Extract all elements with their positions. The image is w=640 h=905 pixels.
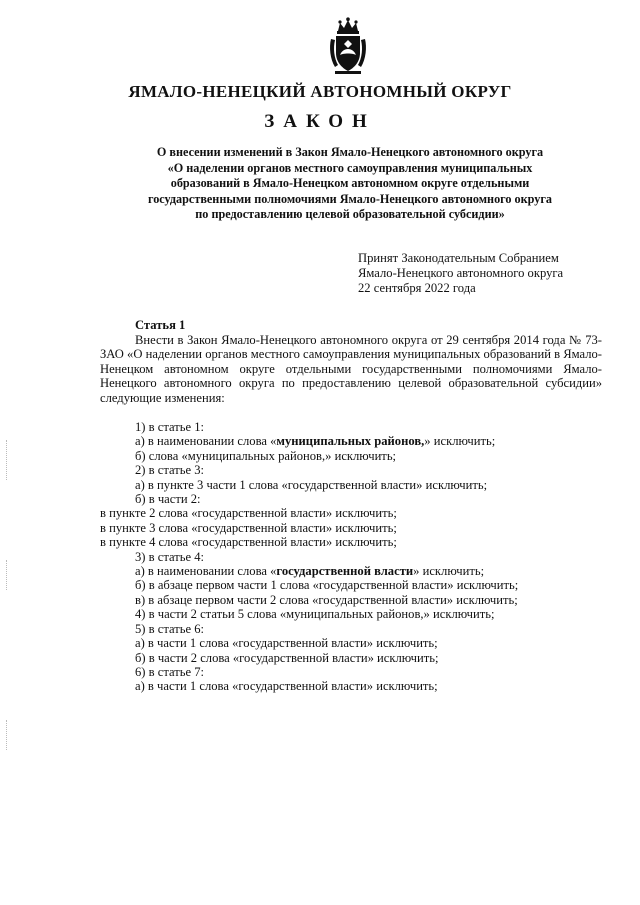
amendment-text: б) в абзаце первом части 1 слова «государственной власти» исключить; xyxy=(135,578,519,593)
amendment-text: в пункте 2 слова «государственной власти» исключить; xyxy=(100,506,397,521)
amendment-text: 6) в статье 7: xyxy=(135,664,205,679)
amendment-text: » исключить; xyxy=(424,434,496,449)
amendment-item xyxy=(100,420,610,434)
adoption-line: Принят Законодательным Собранием xyxy=(358,251,559,265)
amendment-item xyxy=(100,593,610,607)
amendment-list xyxy=(100,420,610,694)
amendment-text: б) в части 2: xyxy=(135,492,201,507)
amendment-text: а) в части 1 слова «государственной власти» исключить; xyxy=(135,679,438,694)
amendment-item xyxy=(100,578,610,592)
coat-of-arms-icon xyxy=(327,17,369,77)
amendment-item xyxy=(100,564,610,578)
amendment-item xyxy=(100,521,610,535)
amendment-item xyxy=(100,463,610,477)
amendment-text: в пункте 3 слова «государственной власти» исключить; xyxy=(100,520,397,535)
amendment-item xyxy=(100,449,610,463)
amendment-item xyxy=(100,622,610,636)
amendment-item xyxy=(100,550,610,564)
amendment-text: а) в наименовании слова « xyxy=(135,564,277,579)
subject-line: «О наделении органов местного самоуправления муниципальных xyxy=(167,160,533,175)
amendment-item xyxy=(100,679,610,693)
amendment-item xyxy=(100,434,610,448)
amendment-text: » исключить; xyxy=(413,564,485,579)
adoption-note xyxy=(358,251,628,296)
amendment-item xyxy=(100,665,610,679)
amendment-text: а) в части 1 слова «государственной власти» исключить; xyxy=(135,636,438,651)
amendment-text: в пункте 4 слова «государственной власти» исключить; xyxy=(100,535,397,550)
amendment-text: а) в наименовании слова « xyxy=(135,434,277,449)
amendment-text: 3) в статье 4: xyxy=(135,549,205,564)
amendment-text: б) в части 2 слова «государственной власти» исключить; xyxy=(135,650,439,665)
amendment-text: 5) в статье 6: xyxy=(135,621,205,636)
amendment-item xyxy=(100,535,610,549)
amendment-text: а) в пункте 3 части 1 слова «государственной власти» исключить; xyxy=(135,477,488,492)
subject-line: образований в Ямало-Ненецком автономном округе отдельными xyxy=(170,176,530,190)
scan-margin-mark xyxy=(6,440,9,480)
region-title: ЯМАЛО-НЕНЕЦКИЙ АВТОНОМНЫЙ ОКРУГ xyxy=(128,82,512,101)
amendment-text: б) слова «муниципальных районов,» исключить; xyxy=(135,448,397,463)
adoption-date: 22 сентября 2022 года xyxy=(358,281,476,295)
amendment-item xyxy=(100,478,610,492)
law-heading: ЗАКОН xyxy=(264,111,376,132)
amendment-text: 4) в части 2 статьи 5 слова «муниципальных районов,» исключить; xyxy=(135,607,495,622)
article-title: Статья 1 xyxy=(135,318,186,332)
adoption-line: Ямало-Ненецкого автономного округа xyxy=(358,266,564,280)
subject-line: О внесении изменений в Закон Ямало-Ненецкого автономного округа xyxy=(156,145,544,159)
scan-margin-mark xyxy=(6,560,9,590)
law-subject xyxy=(100,145,600,223)
subject-line: по предоставлению целевой образовательной субсидии» xyxy=(195,207,505,221)
amendment-item xyxy=(100,636,610,650)
subject-line: государственными полномочиями Ямало-Ненецкого автономного округа xyxy=(147,191,552,206)
amendment-text: 2) в статье 3: xyxy=(135,463,205,478)
amendment-item xyxy=(100,607,610,621)
amendment-item xyxy=(100,492,610,506)
amendment-item xyxy=(100,506,610,520)
scan-margin-mark xyxy=(6,720,9,750)
amendment-bold-text: муниципальных районов, xyxy=(276,434,425,449)
article-intro: Внести в Закон Ямало-Ненецкого автономного округа от 29 сентября 2014 года № 73-ЗАО «О наделении органов местного самоуправления муниципальных образований в Ямало-Ненецком автономном округе отдельными государственными полномочиями Ямало-Ненецкого автономного округа по предоставлению целевой образовательной субсидии» следующие изменения: xyxy=(100,333,602,405)
amendment-text: 1) в статье 1: xyxy=(135,420,205,434)
amendment-item xyxy=(100,651,610,665)
amendment-bold-text: государственной власти xyxy=(276,564,414,579)
amendment-text: в) в абзаце первом части 2 слова «государственной власти» исключить; xyxy=(135,592,518,607)
